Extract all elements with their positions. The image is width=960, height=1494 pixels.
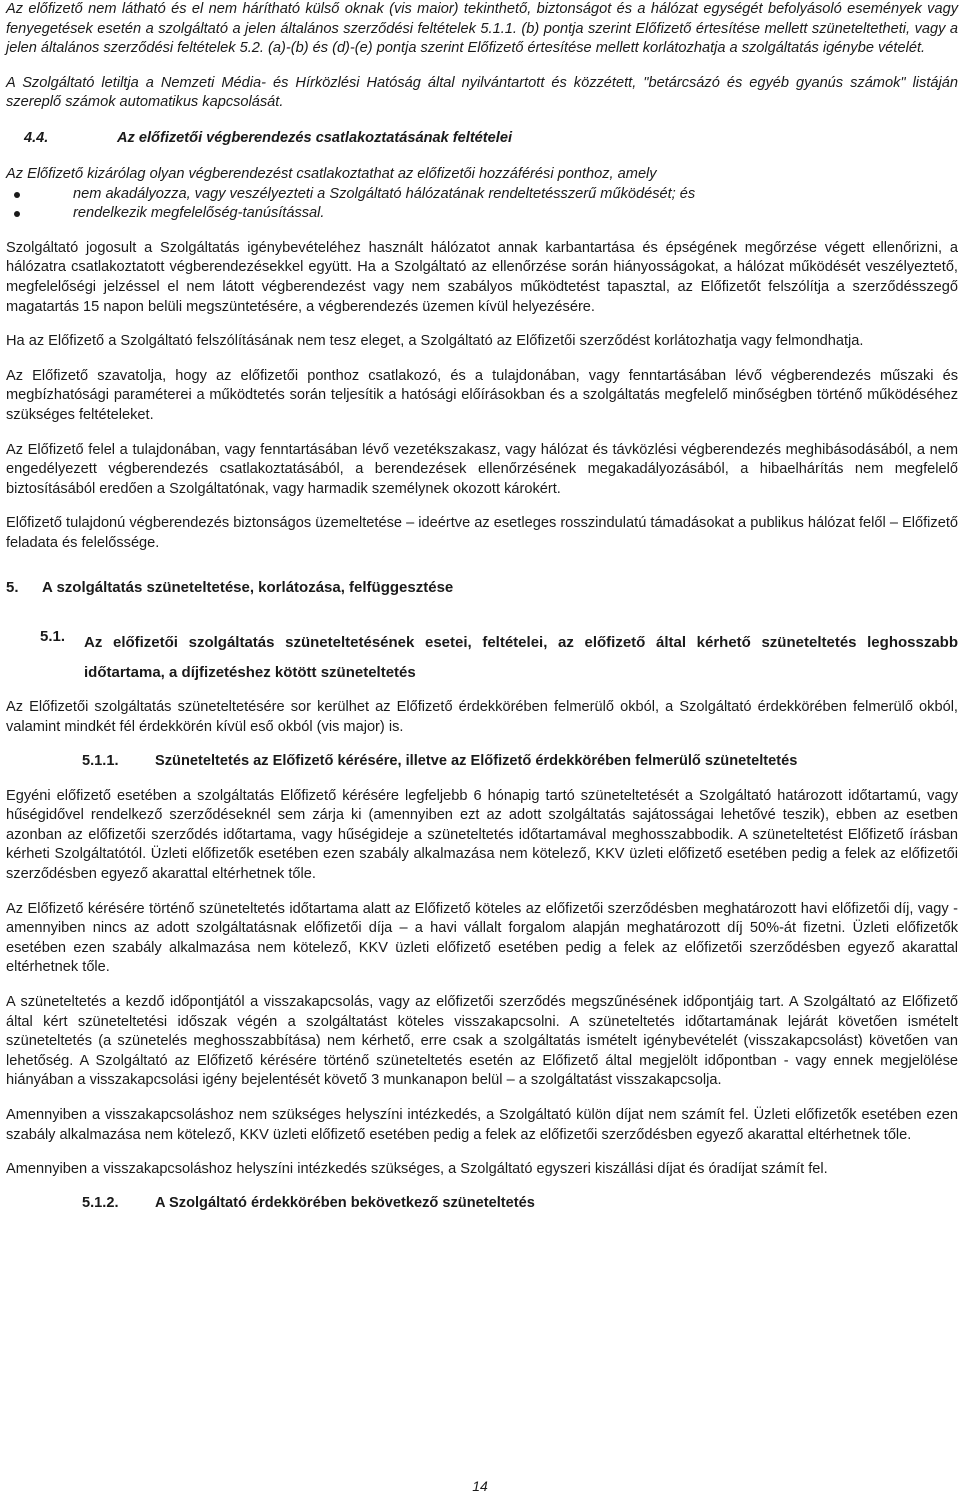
paragraph-amennyiben: Amennyiben a visszakapcsoláshoz nem szükséges helyszíni intézkedés, a Szolgáltató külön díjat nem számít fel. Üzleti előfizetők esetében ezen szabály alkalmazása nem kötelező, KKV üzleti előfizető esetében pedig a felek az előfizetői szerződésben egyező akarattal eltérhetnek tőle. (6, 1106, 958, 1143)
heading-5-1-1-title: Szüneteltetés az Előfizető kérésére, illetve az Előfizető érdekkörében felmerülő szüneteltetés (155, 752, 798, 769)
heading-5 (6, 579, 958, 596)
condition-list (6, 185, 958, 224)
heading-5-1-1 (6, 753, 958, 769)
paragraph-nmhh: A Szolgáltató letiltja a Nemzeti Média- és Hírközlési Hatóság által nyilvántartott és közzétett, "betárcsázó és egyéb gyanús számok" listáján szereplő számok automatikus kapcsolását. (6, 74, 958, 111)
heading-5-number: 5. (6, 579, 19, 597)
heading-5-1 (6, 628, 958, 688)
heading-5-1-2-title: A Szolgáltató érdekkörében bekövetkező szüneteltetés (155, 1194, 535, 1211)
paragraph-kerese: Az Előfizető kérésére történő szüneteltetés időtartama alatt az Előfizető köteles az előfizetői szerződésben meghatározott havi előfizetői díj, vagy - amennyiben nincs az adott szolgáltatásnak előfizetői díja – a havi vállalt forgalom alapján meghatározott díj 50%-át fizetni. Üzleti előfizetők esetében ezen szabály alkalmazása nem kötelező, KKV üzleti előfizető esetében pedig a felek az előfizetői szerződésben egyező akarattal eltérhetnek tőle. (6, 900, 958, 976)
paragraph-egyeni: Egyéni előfizető esetében a szolgáltatás Előfizető kérésére legfeljebb 6 hónapig tartó szüneteltetését a Szolgáltató határozott időtartamú, vagy hűségidővel rendelkező szerződéseknél sem zárja ki (amennyiben ezt az adott szolgáltatás sajátosságai lehetővé teszik), ebben az esetben azonban az előfizetői szerződés időtartama, vagy hűségideje a szüneteltetés időtartamával meghosszabbodik. A szüneteltetést Előfizető írásban kérheti Szolgáltatótól. Üzleti előfizetők esetében ezen szabály alkalmazása nem kötelező, KKV üzleti előfizető esetében pedig a felek az előfizetői szerződésben egyező akarattal eltérhetnek tőle. (6, 787, 958, 883)
paragraph-jogosult: Szolgáltató jogosult a Szolgáltatás igénybevételéhez használt hálózatot annak karbantartása és épségének megőrzése végett ellenőrizni, a hálózatra csatlakoztatott végberendezésekkel együtt. Ha a Szolgáltató az ellenőrzése során hiányosságokat, a hálózat működését veszélyeztető, megfelelőségi jelzéssel el nem látott végberendezést vagy nem szabályos működtetést tapasztal, az Előfizetőt felszólítja a szerződésszegő magatartás 15 napon belüli megszüntetésére, a végberendezés üzemen kívül helyezésére. (6, 239, 958, 315)
heading-4-4-number: 4.4. (24, 129, 49, 146)
heading-5-title: A szolgáltatás szüneteltetése, korlátozása, felfüggesztése (42, 579, 454, 597)
document-page (6, 0, 958, 1229)
heading-5-1-2-number: 5.1.2. (82, 1194, 119, 1211)
heading-5-1-1-number: 5.1.1. (82, 752, 119, 769)
paragraph-felmondhatja: Ha az Előfizető a Szolgáltató felszólításának nem tesz eleget, a Szolgáltató az Előfizetői szerződést korlátozhatja vagy felmondhatja. (6, 333, 864, 350)
list-item: nem akadályozza, vagy veszélyezteti a Szolgáltató hálózatának rendeltetésszerű működését; és (6, 185, 958, 205)
paragraph-vis-maior: Az előfizető nem látható és el nem hárítható külső oknak (vis maior) tekinthető, biztonságot és a hálózat egységét befolyásoló események vagy fenyegetések esetén a szolgáltató a jelen általános szerződési feltételek 5.1.1. (b) pontja szerint Előfizető értesítése mellett szüneteltetheti, vagy a jelen általános szerződési feltételek 5.2. (a)-(b) és (d)-(e) pontja szerint Előfizető értesítése mellett korlátozhatja a szolgáltatás igénybe vételét. (6, 1, 958, 57)
bullet-icon (14, 211, 20, 217)
heading-4-4 (6, 128, 958, 148)
page-number: 14 (472, 1478, 488, 1494)
paragraph-kezdo: A szüneteltetés a kezdő időpontjától a visszakapcsolás, vagy az előfizetői szerződés megszűnésének időpontjáig tart. A Szolgáltató az Előfizető által kért szüneteltetési időszak végén a szolgáltatást köteles visszakapcsolni. A szüneteltetés időtartamának lejárát követően ismételt szüneteltetés (a szünetelés meghosszabbítása) nem kérhető, erre csak a szolgáltatás ismételt igénybevételét (visszakapcsolást) követően van lehetőség. A Szolgáltató az Előfizető kérésére történő szüneteltetés esetén az Előfizető által megjelölt időpontban - vagy ennek megjelölése hiányában a visszakapcsolási igény bejelentését követő 3 munkanapon belül – a szolgáltatást visszakapcsolja. (6, 994, 958, 1089)
paragraph-szavatolja: Az Előfizető szavatolja, hogy az előfizetői ponthoz csatlakozó, és a tulajdonában, vagy fenntartásában lévő végberendezés műszaki és megbízhatósági paraméterei a működtetés során teljesítik a hatósági előírásokban és a szolgáltatás megfelelő minőségben történő működéséhez szükséges feltételeket. (6, 367, 958, 423)
bullet-icon (14, 192, 20, 198)
paragraph-helyszini: Amennyiben a visszakapcsoláshoz helyszíni intézkedés szükséges, a Szolgáltató egyszeri kiszállási díjat és óradíjat számít fel. (6, 1161, 828, 1178)
heading-5-1-2 (6, 1195, 958, 1211)
heading-4-4-title: Az előfizetői végberendezés csatlakoztatásának feltételei (117, 129, 512, 146)
heading-5-1-title: Az előfizetői szolgáltatás szüneteltetésének esetei, feltételei, az előfizető által kérhető szüneteltetés leghosszabb időtartama, a díjfizetéshez kötött szüneteltetés (84, 634, 958, 682)
list-item: rendelkezik megfelelőség-tanúsítással. (6, 204, 958, 224)
paragraph-tulajdonu: Előfizető tulajdonú végberendezés biztonságos üzemeltetése – ideértve az esetleges rosszindulatú támadásokat a publikus hálózat felől – Előfizető feladata és felelőssége. (6, 515, 958, 551)
paragraph-condition: Az Előfizető kizárólag olyan végberendezést csatlakoztathat az előfizetői hozzáférési ponthoz, amely (6, 165, 657, 182)
paragraph-felel: Az Előfizető felel a tulajdonában, vagy fenntartásában lévő vezetékszakasz, vagy hálózat és távközlési végberendezés meghibásodásából, a nem engedélyezett végberendezés csatlakoztatásából, a berendezések ellenőrzésének megakadályozásából, a hibaelhárítás nem megfelelő biztosításából eredően a Szolgáltatónak, vagy harmadik személynek okozott károkért. (6, 441, 958, 497)
heading-5-1-number: 5.1. (40, 628, 66, 646)
paragraph-5-1-body: Az Előfizetői szolgáltatás szüneteltetésére sor kerülhet az Előfizető érdekkörében felmerülő okból, a Szolgáltató érdekkörében felmerülő okból, valamint mindkét fél érdekkörén kívül eső okból (vis major) is. (6, 699, 958, 736)
